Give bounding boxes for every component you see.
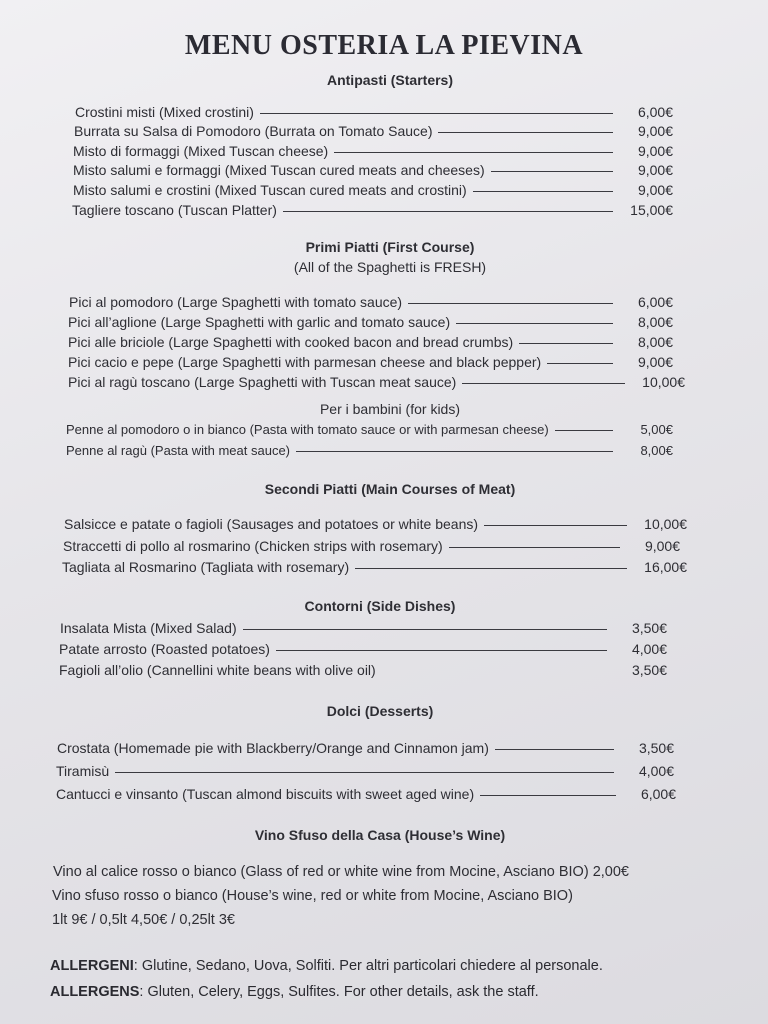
- allergens-en-text: : Gluten, Celery, Eggs, Sulfites. For other details, ask the staff.: [139, 984, 539, 1000]
- allergens-en: [50, 984, 539, 1000]
- leader-line: [296, 451, 613, 452]
- leader-line: [473, 191, 613, 192]
- contorni-heading: Contorni (Side Dishes): [304, 598, 456, 614]
- leader-line: [456, 323, 613, 324]
- item-name: Crostini misti (Mixed crostini): [75, 104, 254, 120]
- item-price: 9,00€: [637, 354, 673, 370]
- leader-line: [260, 113, 613, 114]
- allergens-en-label: ALLERGENS: [50, 984, 140, 1000]
- item-name: Misto salumi e crostini (Mixed Tuscan cured meats and crostini): [73, 182, 467, 198]
- leader-line: [484, 525, 627, 526]
- item-name: Pici al pomodoro (Large Spaghetti with tomato sauce): [69, 294, 403, 310]
- item-name: Patate arrosto (Roasted potatoes): [59, 641, 270, 657]
- leader-line: [283, 211, 613, 212]
- item-price: 15,00€: [630, 202, 673, 218]
- item-price: 9,00€: [637, 123, 673, 139]
- item-name: Burrata su Salsa di Pomodoro (Burrata on Tomato Sauce): [74, 123, 433, 139]
- menu-item: [73, 162, 673, 178]
- menu-item: [68, 374, 685, 390]
- item-name: Pici al ragù toscano (Large Spaghetti with Tuscan meat sauce): [68, 374, 457, 390]
- item-name: Salsicce e patate o fagioli (Sausages and potatoes or white beans): [64, 516, 479, 532]
- menu-item: [69, 294, 673, 310]
- antipasti-heading: Antipasti (Starters): [326, 72, 454, 88]
- item-name: Fagioli all’olio (Cannellini white beans with olive oil): [59, 662, 376, 678]
- menu-item: [68, 314, 673, 330]
- leader-line: [438, 132, 613, 133]
- menu-item: [60, 620, 667, 636]
- item-price: 10,00€: [642, 374, 685, 390]
- item-price: 6,00€: [637, 104, 673, 120]
- item-price: 3,50€: [631, 620, 667, 636]
- menu-item: [74, 123, 673, 139]
- item-price: 8,00€: [640, 443, 673, 458]
- menu-item: [59, 662, 667, 678]
- item-price: 4,00€: [638, 763, 674, 779]
- secondi-heading: Secondi Piatti (Main Courses of Meat): [264, 481, 516, 497]
- item-name: Cantucci e vinsanto (Tuscan almond biscuits with sweet aged wine): [56, 786, 475, 802]
- item-price: 9,00€: [644, 538, 680, 554]
- menu-item: [73, 182, 673, 198]
- item-price: 3,50€: [631, 662, 667, 678]
- item-name: Misto salumi e formaggi (Mixed Tuscan cured meats and cheeses): [73, 162, 485, 178]
- menu-item: [63, 538, 680, 554]
- menu-item: [72, 202, 673, 218]
- menu-item: [66, 443, 673, 458]
- vino-heading: Vino Sfuso della Casa (House’s Wine): [254, 827, 506, 843]
- allergens-it-text: : Glutine, Sedano, Uova, Solfiti. Per altri particolari chiedere al personale.: [133, 958, 603, 974]
- item-name: Straccetti di pollo al rosmarino (Chicken strips with rosemary): [63, 538, 443, 554]
- wine-sizes-line: 1lt 9€ / 0,5lt 4,50€ / 0,25lt 3€: [52, 912, 235, 928]
- menu-item: [66, 422, 673, 437]
- item-price: 6,00€: [640, 786, 676, 802]
- item-price: 8,00€: [637, 314, 673, 330]
- leader-line: [382, 671, 607, 672]
- item-name: Penne al pomodoro o in bianco (Pasta with tomato sauce or with parmesan cheese): [66, 422, 549, 437]
- primi-subheading: (All of the Spaghetti is FRESH): [293, 259, 487, 275]
- item-price: 5,00€: [640, 422, 673, 437]
- menu-title: MENU OSTERIA LA PIEVINA: [184, 30, 584, 61]
- leader-line: [449, 547, 620, 548]
- item-name: Pici cacio e pepe (Large Spaghetti with parmesan cheese and black pepper): [68, 354, 542, 370]
- item-price: 10,00€: [644, 516, 687, 532]
- item-price: 3,50€: [638, 740, 674, 756]
- menu-item: [68, 334, 673, 350]
- item-name: Misto di formaggi (Mixed Tuscan cheese): [73, 143, 329, 159]
- leader-line: [491, 171, 613, 172]
- item-name: Pici alle briciole (Large Spaghetti with cooked bacon and bread crumbs): [68, 334, 514, 350]
- leader-line: [480, 795, 616, 796]
- item-name: Penne al ragù (Pasta with meat sauce): [66, 443, 291, 458]
- menu-item: [57, 740, 674, 756]
- leader-line: [276, 650, 607, 651]
- kids-heading: Per i bambini (for kids): [319, 401, 461, 417]
- menu-item: [64, 516, 687, 532]
- leader-line: [334, 152, 613, 153]
- item-name: Insalata Mista (Mixed Salad): [60, 620, 237, 636]
- item-name: Tiramisù: [56, 763, 110, 779]
- wine-glass-line: Vino al calice rosso o bianco (Glass of red or white wine from Mocine, Asciano BIO) 2,00€: [53, 864, 629, 880]
- leader-line: [243, 629, 607, 630]
- item-name: Tagliere toscano (Tuscan Platter): [72, 202, 277, 218]
- wine-carafe-line: Vino sfuso rosso o bianco (House’s wine, red or white from Mocine, Asciano BIO): [52, 888, 573, 904]
- leader-line: [408, 303, 613, 304]
- menu-item: [62, 559, 687, 575]
- item-price: 8,00€: [637, 334, 673, 350]
- leader-line: [519, 343, 613, 344]
- item-price: 9,00€: [637, 182, 673, 198]
- item-price: 9,00€: [637, 162, 673, 178]
- menu-item: [56, 786, 676, 802]
- menu-item: [56, 763, 674, 779]
- dolci-heading: Dolci (Desserts): [326, 703, 434, 719]
- allergens-it: [50, 958, 603, 974]
- leader-line: [555, 430, 613, 431]
- item-price: 9,00€: [637, 143, 673, 159]
- menu-item: [68, 354, 673, 370]
- item-price: 6,00€: [637, 294, 673, 310]
- leader-line: [547, 363, 613, 364]
- menu-item: [75, 104, 673, 120]
- allergens-it-label: ALLERGENI: [50, 958, 134, 974]
- item-name: Crostata (Homemade pie with Blackberry/Orange and Cinnamon jam): [57, 740, 489, 756]
- leader-line: [355, 568, 627, 569]
- item-name: Pici all’aglione (Large Spaghetti with garlic and tomato sauce): [68, 314, 451, 330]
- leader-line: [495, 749, 614, 750]
- primi-heading: Primi Piatti (First Course): [305, 239, 475, 255]
- item-name: Tagliata al Rosmarino (Tagliata with rosemary): [62, 559, 350, 575]
- menu-item: [59, 641, 667, 657]
- item-price: 4,00€: [631, 641, 667, 657]
- item-price: 16,00€: [644, 559, 687, 575]
- menu-item: [73, 143, 673, 159]
- leader-line: [462, 383, 625, 384]
- leader-line: [115, 772, 614, 773]
